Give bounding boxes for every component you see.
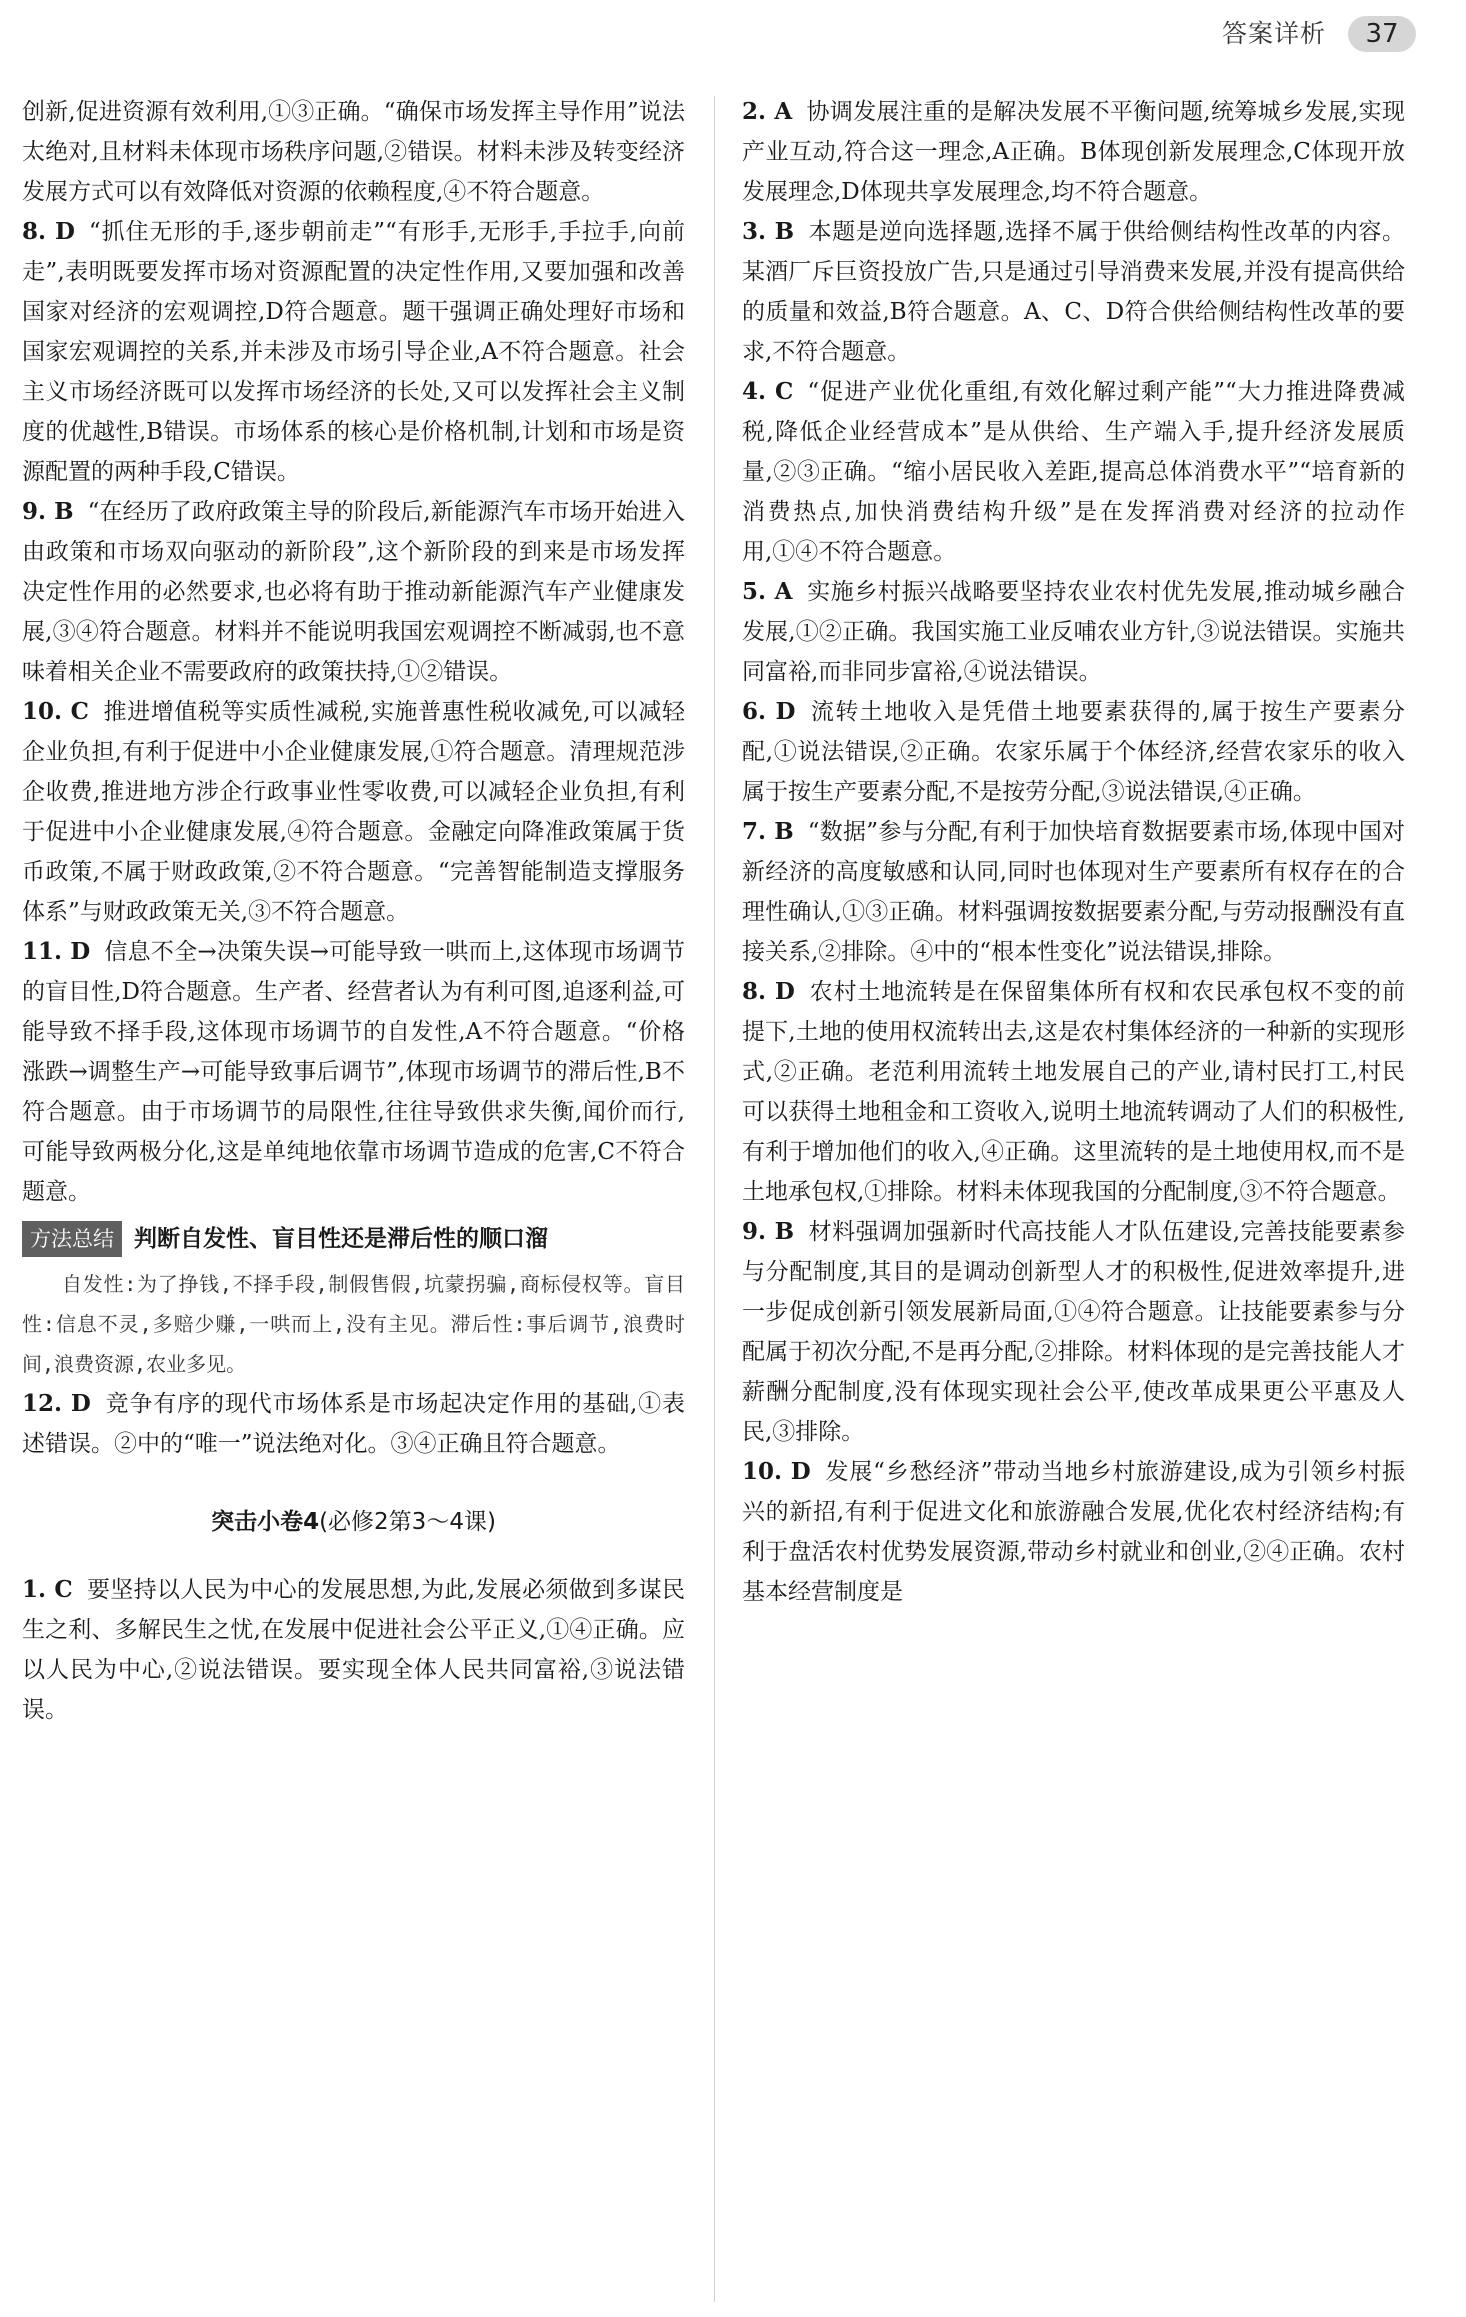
answer-number: 10. C <box>22 698 89 725</box>
section-title <box>22 1502 685 1542</box>
answer-item <box>742 212 1405 372</box>
answer-text: 要坚持以人民为中心的发展思想,为此,发展必须做到多谋民生之利、多解民生之忧,在发展中促进社会公平正义,①④正确。应以人民为中心,②说法错误。要实现全体人民共同富裕,③说法错误。 <box>22 1577 686 1723</box>
answer-item <box>22 1570 685 1730</box>
answer-text: 农村土地流转是在保留集体所有权和农民承包权不变的前提下,土地的使用权流转出去,这是农村集体经济的一种新的实现形式,②正确。老范利用流转土地发展自己的产业,请村民打工,村民可以获得土地租金和工资收入,说明土地流转调动了人们的积极性,有利于增加他们的收入,④正确。这里流转的是土地使用权,而不是土地承包权,①排除。材料未体现我国的分配制度,③不符合题意。 <box>742 979 1405 1205</box>
method-summary-header <box>22 1218 685 1260</box>
answer-number: 11. D <box>22 938 91 965</box>
answer-number: 4. C <box>742 378 794 405</box>
section-title-subtitle: (必修2第3～4课) <box>319 1509 496 1535</box>
answer-text: 实施乡村振兴战略要坚持农业农村优先发展,推动城乡融合发展,①②正确。我国实施工业反哺农业方针,③说法错误。实施共同富裕,而非同步富裕,④说法错误。 <box>742 579 1406 685</box>
answer-text: “在经历了政府政策主导的阶段后,新能源汽车市场开始进入由政策和市场双向驱动的新阶段”,这个新阶段的到来是市场发挥决定性作用的必然要求,也必将有助于推动新能源汽车产业健康发展,③④符合题意。材料并不能说明我国宏观调控不断减弱,也不意味着相关企业不需要政府的政策扶持,①②错误。 <box>22 499 685 685</box>
answer-text: 发展“乡愁经济”带动当地乡村旅游建设,成为引领乡村振兴的新招,有利于促进文化和旅游融合发展,优化农村经济结构;有利于盘活农村优势发展资源,带动乡村就业和创业,②④正确。农村基本经营制度是 <box>742 1459 1406 1605</box>
answer-item <box>742 972 1405 1212</box>
answer-text: 信息不全→决策失误→可能导致一哄而上,这体现市场调节的盲目性,D符合题意。生产者、经营者认为有利可图,追逐利益,可能导致不择手段,这体现市场调节的自发性,A不符合题意。“价格涨跌→调整生产→可能导致事后调节”,体现市场调节的滞后性,B不符合题意。由于市场调节的局限性,往往导致供求失衡,闻价而行,可能导致两极分化,这是单纯地依靠市场调节造成的危害,C不符合题意。 <box>22 939 686 1205</box>
method-summary-badge: 方法总结 <box>22 1221 122 1257</box>
left-column <box>22 92 685 1730</box>
answer-number: 2. A <box>742 98 793 125</box>
answer-text: 材料强调加强新时代高技能人才队伍建设,完善技能要素参与分配制度,其目的是调动创新型人才的积极性,促进效率提升,进一步促成创新引领发展新局面,①④符合题意。让技能要素参与分配属于初次分配,不是再分配,②排除。材料体现的是完善技能人才薪酬分配制度,没有体现实现社会公平,使改革成果更公平惠及人民,③排除。 <box>742 1219 1405 1445</box>
answer-item <box>742 812 1405 972</box>
answer-text: “数据”参与分配,有利于加快培育数据要素市场,体现中国对新经济的高度敏感和认同,同时也体现对生产要素所有权存在的合理性确认,①③正确。材料强调按数据要素分配,与劳动报酬没有直接关系,②排除。④中的“根本性变化”说法错误,排除。 <box>742 819 1405 965</box>
answer-text: 流转土地收入是凭借土地要素获得的,属于按生产要素分配,①说法错误,②正确。农家乐属于个体经济,经营农家乐的收入属于按生产要素分配,不是按劳分配,③说法错误,④正确。 <box>742 699 1406 805</box>
answer-item <box>742 92 1405 212</box>
answer-item <box>22 212 685 492</box>
method-summary-body: 自发性:为了挣钱,不择手段,制假售假,坑蒙拐骗,商标侵权等。盲目性:信息不灵,多赔少赚,一哄而上,没有主见。滞后性:事后调节,浪费时间,浪费资源,农业多见。 <box>22 1272 685 1376</box>
answer-number: 9. B <box>22 498 74 525</box>
answer-number: 6. D <box>742 698 796 725</box>
answer-number: 3. B <box>742 218 795 245</box>
answer-number: 7. B <box>742 818 794 845</box>
answer-item <box>22 1384 685 1464</box>
answer-number: 1. C <box>22 1576 73 1603</box>
answer-number: 8. D <box>22 218 75 245</box>
answer-item <box>22 932 685 1212</box>
section-title-main: 突击小卷4 <box>211 1509 320 1535</box>
answer-item <box>22 692 685 932</box>
method-summary-title: 判断自发性、盲目性还是滞后性的顺口溜 <box>134 1226 548 1252</box>
answer-text: 推进增值税等实质性减税,实施普惠性税收减免,可以减轻企业负担,有利于促进中小企业健康发展,①符合题意。清理规范涉企收费,推进地方涉企行政事业性零收费,可以减轻企业负担,有利于促进中小企业健康发展,④符合题意。金融定向降准政策属于货币政策,不属于财政政策,②不符合题意。“完善智能制造支撑服务体系”与财政政策无关,③不符合题意。 <box>22 699 685 925</box>
answer-number: 9. B <box>742 1218 795 1245</box>
right-column <box>742 92 1405 1612</box>
answer-number: 10. D <box>742 1458 811 1485</box>
answer-text: 本题是逆向选择题,选择不属于供给侧结构性改革的内容。某酒厂斥巨资投放广告,只是通过引导消费来发展,并没有提高供给的质量和效益,B符合题意。A、C、D符合供给侧结构性改革的要求,不符合题意。 <box>742 219 1405 365</box>
answer-item <box>742 372 1405 572</box>
answer-item <box>742 692 1405 812</box>
page-number-badge: 37 <box>1348 16 1416 52</box>
header-label: 答案详析 <box>1222 19 1327 48</box>
answer-number: 5. A <box>742 578 793 605</box>
answer-text: 竞争有序的现代市场体系是市场起决定作用的基础,①表述错误。②中的“唯一”说法绝对化。③④正确且符合题意。 <box>22 1391 686 1457</box>
answer-item <box>742 572 1405 692</box>
answer-text: “促进产业优化重组,有效化解过剩产能”“大力推进降费减税,降低企业经营成本”是从供给、生产端入手,提升经济发展质量,②③正确。“缩小居民收入差距,提高总体消费水平”“培育新的消费热点,加快消费结构升级”是在发挥消费对经济的拉动作用,①④不符合题意。 <box>742 379 1405 565</box>
answer-text: “抓住无形的手,逐步朝前走”“有形手,无形手,手拉手,向前走”,表明既要发挥市场对资源配置的决定性作用,又要加强和改善国家对经济的宏观调控,D符合题意。题干强调正确处理好市场和国家宏观调控的关系,并未涉及市场引导企业,A不符合题意。社会主义市场经济既可以发挥市场经济的长处,又可以发挥社会主义制度的优越性,B错误。市场体系的核心是价格机制,计划和市场是资源配置的两种手段,C错误。 <box>22 219 685 485</box>
column-divider <box>714 96 715 2302</box>
answer-number: 8. D <box>742 978 795 1005</box>
answer-item <box>742 1212 1405 1452</box>
answer-text: 协调发展注重的是解决发展不平衡问题,统筹城乡发展,实现产业互动,符合这一理念,A正确。B体现创新发展理念,C体现开放发展理念,D体现共享发展理念,均不符合题意。 <box>742 99 1405 205</box>
answer-item <box>22 492 685 692</box>
continued-paragraph: 创新,促进资源有效利用,①③正确。“确保市场发挥主导作用”说法太绝对,且材料未体现市场秩序问题,②错误。材料未涉及转变经济发展方式可以有效降低对资源的依赖程度,④不符合题意。 <box>22 99 685 205</box>
answer-number: 12. D <box>22 1390 91 1417</box>
answer-item <box>742 1452 1405 1612</box>
